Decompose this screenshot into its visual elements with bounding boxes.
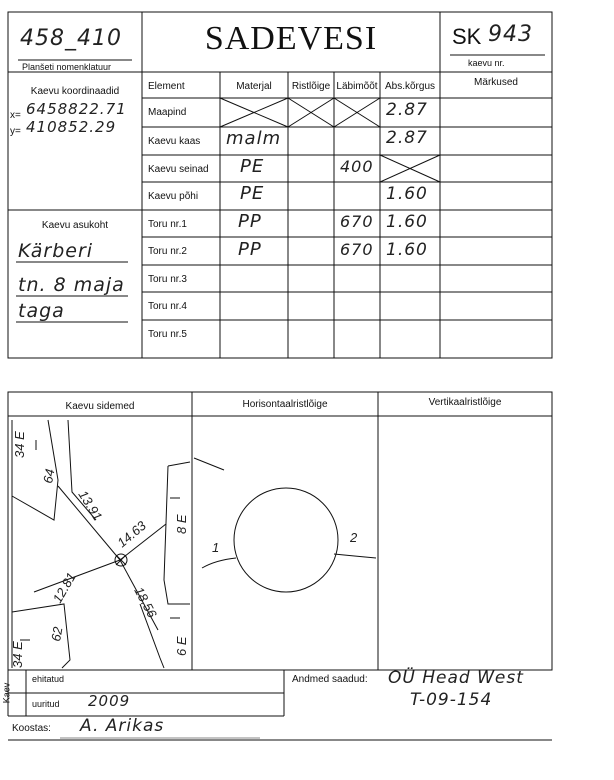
row-element-label: Maapind <box>148 107 187 118</box>
row-abs-value: 2.87 <box>386 100 428 120</box>
kaevu-nr-label: kaevu nr. <box>468 58 505 68</box>
col-header-materjal: Materjal <box>236 81 272 92</box>
location-label: Kaevu asukoht <box>41 220 109 231</box>
coord-x-value: 6458822.71 <box>26 100 127 118</box>
coords-label: Kaevu koordinaadid <box>30 86 120 97</box>
row-element-label: Kaevu kaas <box>148 136 201 147</box>
nomenclature-label: Planšeti nomenklatuur <box>22 62 112 72</box>
row-element-label: Kaevu seinad <box>148 164 209 175</box>
row-element-label: Kaevu põhi <box>148 191 199 202</box>
sketch-label-b2: 64 <box>40 467 58 485</box>
dist-label-d2: 14.63 <box>114 517 149 551</box>
dist-label-d4: 18.56 <box>131 584 160 621</box>
sidemed-sketch <box>12 420 190 668</box>
sidemed-label: Kaevu sidemed <box>65 401 135 412</box>
sk-prefix: SK <box>452 24 482 49</box>
dist-label-d1: 13.91 <box>75 487 106 524</box>
location-line-3: taga <box>18 300 65 322</box>
location-line-1: Kärberi <box>18 240 94 262</box>
row-element-label: Toru nr.2 <box>148 246 187 257</box>
coord-y-label: y= <box>10 126 21 137</box>
row-material-value: malm <box>226 128 282 149</box>
sketch-label-b4: 6 E <box>174 636 189 656</box>
col-header-markused: Märkused <box>474 77 518 88</box>
location-line-2: tn. 8 maja <box>18 274 125 296</box>
row-element-label: Toru nr.3 <box>148 274 187 285</box>
horizontal-section-sketch <box>194 458 376 592</box>
col-header-ristloige: Ristlõige <box>291 81 331 92</box>
andmed-value-code: T-09-154 <box>410 690 493 710</box>
row-element-label: Toru nr.1 <box>148 219 187 230</box>
col-header-abs-korgus: Abs.kõrgus <box>384 81 436 92</box>
row-material-value: PE <box>240 183 265 204</box>
row-diameter-value: 670 <box>340 212 374 231</box>
dist-label-d3: 12.81 <box>49 569 79 606</box>
pipe-label-1: 1 <box>212 540 220 555</box>
koostas-value: A. Arikas <box>80 716 165 736</box>
uuritud-value: 2009 <box>88 692 131 710</box>
uuritud-label: uuritud <box>32 699 60 709</box>
row-abs-value: 1.60 <box>386 212 428 232</box>
row-material-value: PE <box>240 156 265 177</box>
andmed-label: Andmed saadud: <box>292 674 368 685</box>
col-header-element: Element <box>148 81 185 92</box>
koostas-label: Koostas: <box>12 723 51 734</box>
sketch-label-b5: 62 <box>48 625 66 643</box>
sketch-label-b3: 8 E <box>174 514 189 534</box>
coord-y-value: 410852.29 <box>26 118 117 136</box>
sketch-label-b6: 34 E <box>10 641 25 668</box>
row-abs-value: 1.60 <box>386 240 428 260</box>
sketch-label-b1: 34 E <box>12 431 27 458</box>
coord-x-label: x= <box>10 110 21 121</box>
page-title: SADEVESI <box>204 20 378 57</box>
nomenclature-value: 458_410 <box>20 26 122 51</box>
row-element-label: Toru nr.4 <box>148 301 187 312</box>
row-element-label: Toru nr.5 <box>148 329 187 340</box>
row-material-value: PP <box>238 211 262 232</box>
horizontal-section-label: Horisontaalristlõige <box>242 399 328 410</box>
row-diameter-value: 670 <box>340 240 374 259</box>
andmed-value-company: OÜ Head West <box>388 668 524 688</box>
vertical-section-label: Vertikaalristlõige <box>428 397 502 408</box>
row-material-value: PP <box>238 239 262 260</box>
row-abs-value: 2.87 <box>386 128 428 148</box>
row-abs-value: 1.60 <box>386 184 428 204</box>
row-diameter-value: 400 <box>340 157 374 176</box>
pipe-label-2: 2 <box>350 530 358 545</box>
col-header-labimoot: Läbimõõt <box>336 81 378 92</box>
ehitatud-label: ehitatud <box>32 674 65 684</box>
kaev-label: Kaev <box>1 682 12 704</box>
sk-number: 943 <box>488 22 533 47</box>
